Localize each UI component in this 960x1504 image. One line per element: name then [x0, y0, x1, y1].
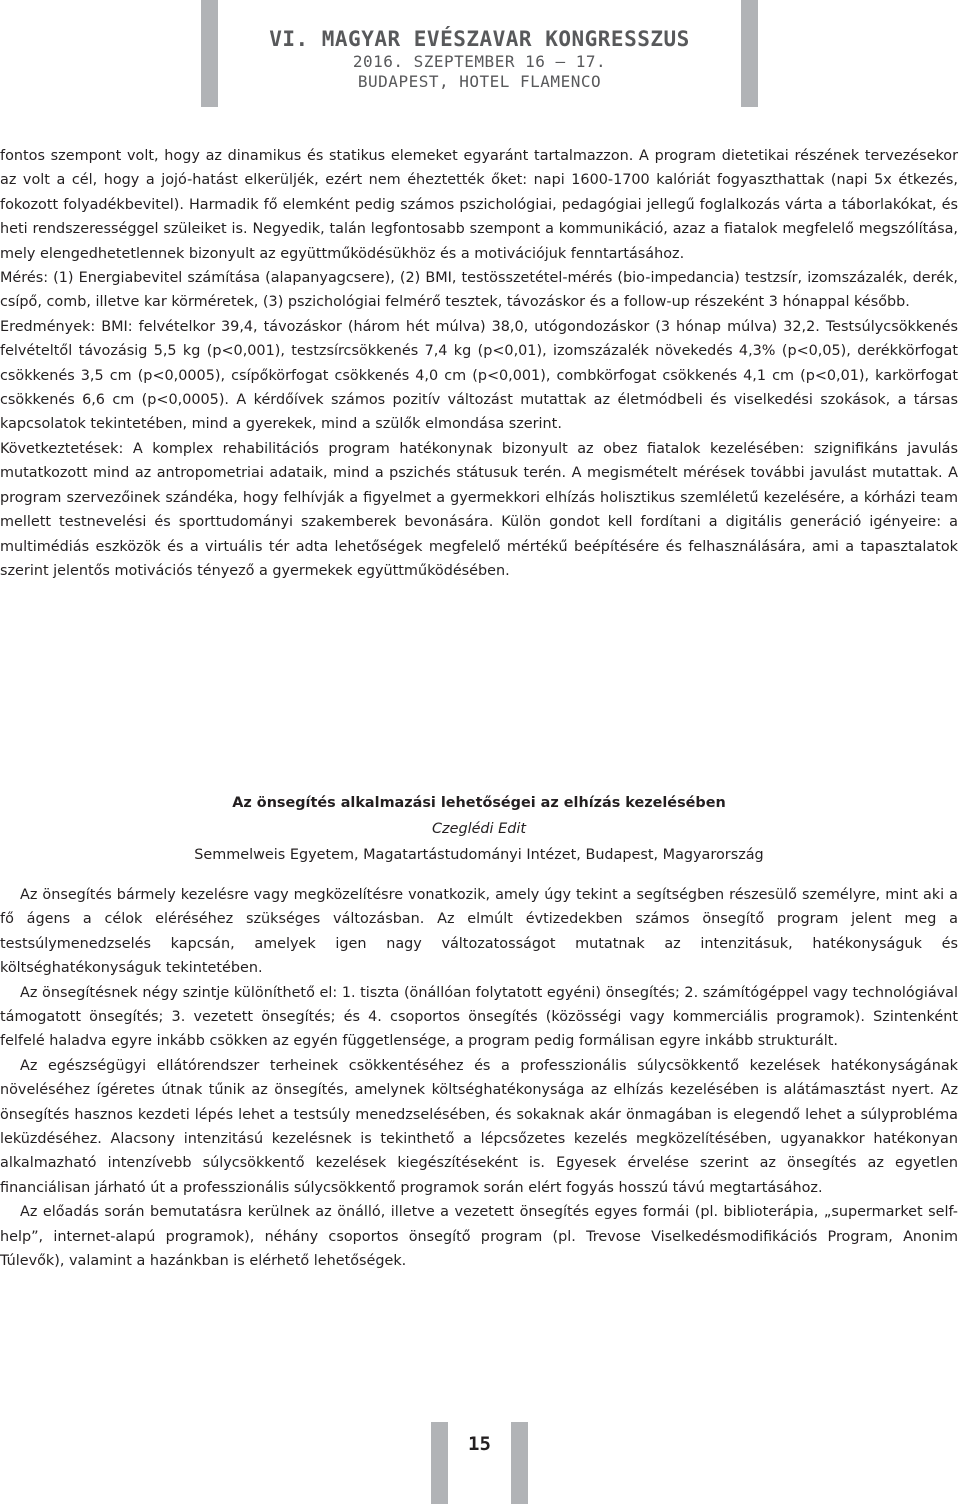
abstract-paragraph: Az önsegítésnek négy szintje különíthető el: 1. tiszta (önállóan folytatott egyéni) önsegítés; 2. számítógéppel vagy technológiával támogatott önsegítés; 3. vezetett önsegítés; és 4. csoportos önsegítés (közösségi vagy kommerciális programok). Szintenként felfelé haladva egyre inkább csökken az egyén függetlensége, a program pedig formálisan egyre inkább strukturált. — [0, 984, 958, 1050]
eredmenyek-text: BMI: felvételkor 39,4, távozáskor (három hét múlva) 38,0, utógondozáskor (3 hónap múlva) 32,2. Testsúlycsökkenés felvételtől távozásig 5,5 kg (p<0,001), testzsírcsökkenés 7,4 kg (p<0,01), izomszázalék növekedés 4,3% (p<0,05), derékkörfogat csökkenés 3,5 cm (p<0,0005), csípőkörfogat csökkenés 4,0 cm (p<0,001), combkörfogat csökkenés 4,1 cm (p<0,01), karkörfogat csökkenés 6,6 cm (p<0,0005). A kérdőívek számos pozitív változást mutattak az életmódbeli és viselkedési szokások, a társas kapcsolatok tekintetében, mind a gyerekek, mind a szülők elmondása szerint. — [0, 318, 958, 433]
abstract-affiliation: Semmelweis Egyetem, Magatartástudományi Intézet, Budapest, Magyarország — [194, 847, 764, 863]
abstract-title: Az önsegítés alkalmazási lehetőségei az elhízás kezelésében — [232, 795, 726, 811]
eredmenyek-paragraph — [0, 315, 958, 437]
header-left-decor-bar — [201, 0, 218, 107]
congress-date: 2016. SZEPTEMBER 16 – 17. — [352, 52, 607, 71]
footer-left-decor-bar — [431, 1422, 448, 1504]
eredmenyek-label: Eredmények: — [0, 318, 96, 335]
meres-text: (1) Energiabevitel számítása (alapanyagcsere), (2) BMI, testösszetétel-mérés (bio-impedancia) testzsír, izomszázalék, derék, csípő, comb, illetve kar körméretek, (3) pszichológiai felmérő tesztek, távozáskor és a follow-up részeként 3 hónappal később. — [0, 270, 958, 311]
meres-paragraph — [0, 266, 958, 315]
congress-title: VI. MAGYAR EVÉSZAVAR KONGRESSZUS — [269, 27, 690, 51]
abstract-body — [0, 883, 958, 1274]
previous-abstract-continuation — [0, 144, 958, 583]
congress-location: BUDAPEST, HOTEL FLAMENCO — [357, 72, 602, 91]
kovetkeztetesek-label: Következtetések: — [0, 440, 124, 457]
kovetkeztetesek-text: A komplex rehabilitációs program hatékonynak bizonyult az obez fiatalok kezelésében: szignifikáns javulás mutatkozott mind az antropometriai adataik, mind a pszichés státusuk terén. A megismételt mérések további javulást mutattak. A program szervezőinek szándéka, hogy felhívják a figyelmet a gyermekkori elhízás holisztikus szemléletű kezelésére, a kórházi team mellett testnevelési és sporttudományi szakemberek bevonására. Külön gondot kell fordítani a digitális generáció igényeire: a multimédiás eszközök és a virtuális tér adta lehetőségek megfelelő mértékű beépítésére és felhasználására, ami a tapasztalatok szerint jelentős motivációs tényező a gyermekek együttműködésében. — [0, 440, 958, 579]
abstract-paragraph: Az egészségügyi ellátórendszer terheinek csökkentéséhez és a professzionális súlycsökkentő kezelések hatékonyságának növeléséhez ígéretes útnak tűnik az önsegítés, amelynek költséghatékonysága az elhízás kezelésében is alátámasztást nyert. Az önsegítés hasznos kezdeti lépés lehet a testsúly menedzselésében, és sokaknak akár önmagában is elegendő lehet a súlyprobléma leküzdéséhez. Alacsony intenzitású kezelésnek is tekinthető a lépcsőzetes kezelés megközelítésében, ugyanakkor hatékonyan alkalmazható intenzívebb súlycsökkentő kezelések kiegészítéseként is. Egyesek érvelése szerint az önsegítés az egyetlen financiálisan járható út a professzionális súlycsökkentő programok során elért fogyás hosszú távú megtartásához. — [0, 1057, 958, 1196]
kovetkeztetesek-paragraph — [0, 437, 958, 583]
running-header — [218, 26, 741, 92]
abstract-paragraph: Az előadás során bemutatásra kerülnek az önálló, illetve a vezetett önsegítés egyes formái (pl. biblioterápia, „supermarket self-help”, internet-alapú programok), néhány csoportos önsegítő program (pl. Trevose Viselkedésmodifikációs Program, Anonim Túlevők), valamint a hazánkban is elérhető lehetőségek. — [0, 1204, 958, 1270]
page-number: 15 — [468, 1433, 491, 1455]
footer-right-decor-bar — [511, 1422, 528, 1504]
abstract-heading — [0, 790, 958, 868]
header-right-decor-bar — [741, 0, 758, 107]
meres-label: Mérés: — [0, 270, 49, 287]
abstract-paragraph: Az önsegítés bármely kezelésre vagy megközelítésre vonatkozik, amely úgy tekint a segítségben részesülő személyre, mint aki a fő ágens a célok eléréséhez szükséges változásban. Az elmúlt évtizedekben számos önsegítő program jelent meg a testsúlymenedzselés kapcsán, amelyek igen nagy változatosságot mutatnak az intenzitásuk, hatékonyságuk és költséghatékonyságuk tekintetében. — [0, 887, 958, 977]
abstract-author: Czeglédi Edit — [431, 821, 527, 837]
intro-paragraph: fontos szempont volt, hogy az dinamikus és statikus elemeket egyaránt tartalmazzon. A program dietetikai részének tervezésekor az volt a cél, hogy a jojó-hatást elkerüljék, ezért nem éheztették őket: napi 1600-1700 kalóriát fogyaszthattak (napi 5x étkezés, fokozott folyadékbevitel). Harmadik fő elemként pedig számos pszichológiai, pedagógiai jellegű foglalkozás várta a táborlakókat, és heti rendszerességgel szüleiket is. Negyedik, talán legfontosabb szempont a kommunikáció, azaz a fiatalok megfelelő megszólítása, mely elengedhetetlennek bizonyult az együttműködésükhöz és a motivációjuk fenntartásához. — [0, 148, 958, 262]
